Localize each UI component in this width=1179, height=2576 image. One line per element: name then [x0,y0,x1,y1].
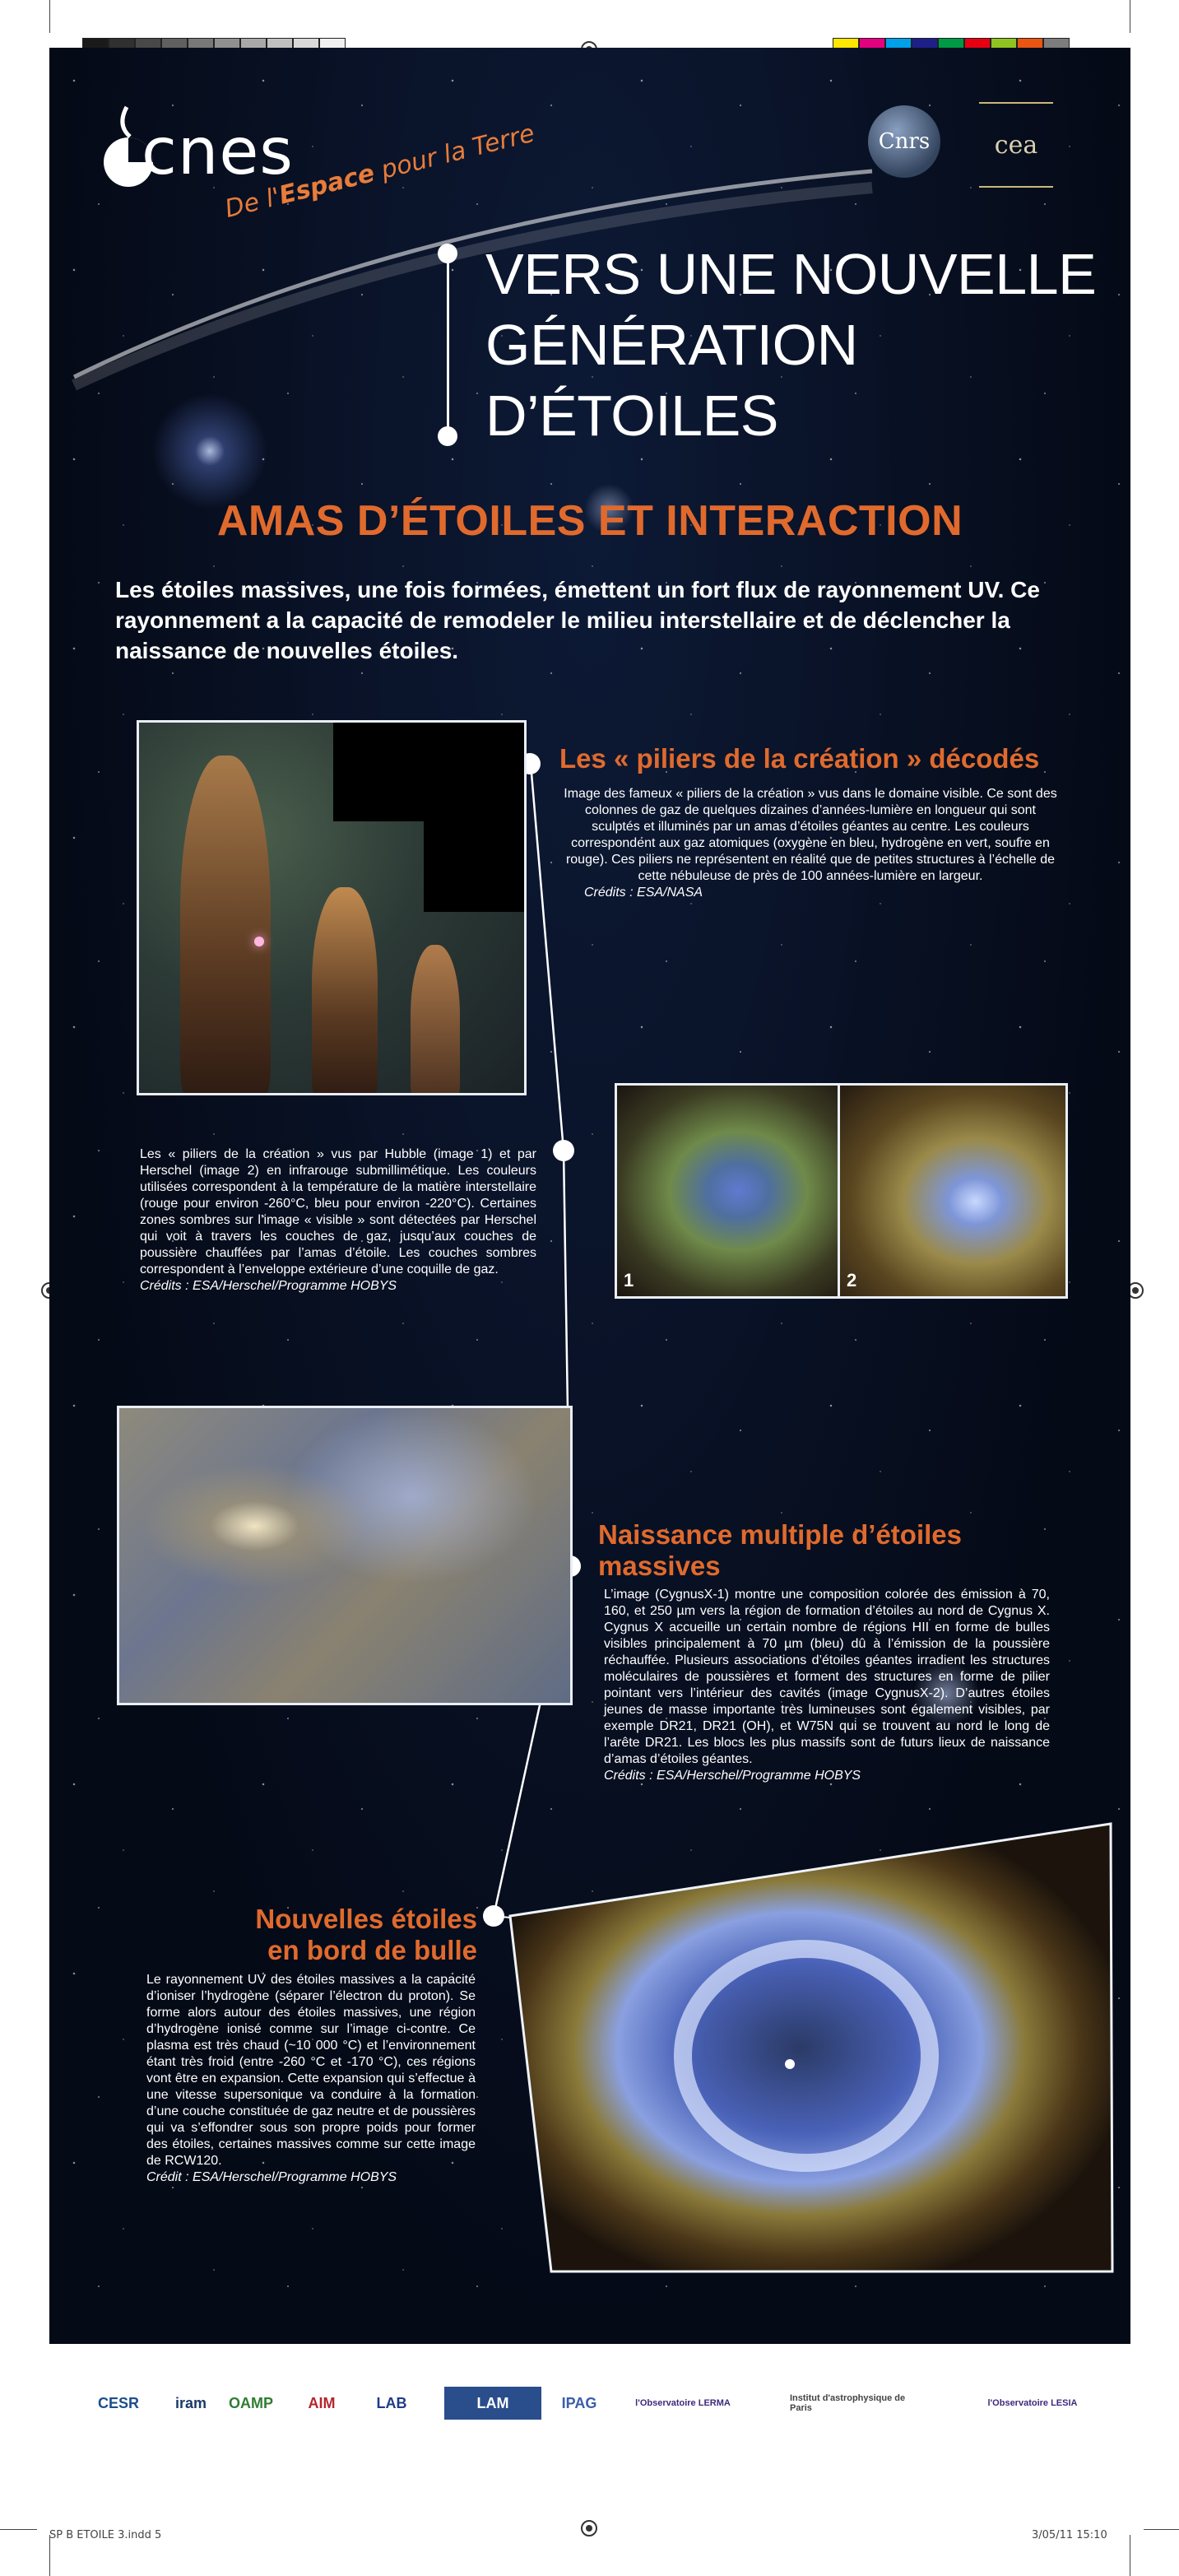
image-number-label: 1 [624,1270,634,1290]
block4-title [197,1904,477,1966]
partner-logo: LAB [376,2394,407,2411]
block1-title: Les « piliers de la création » décodés [559,743,1040,774]
pillar-shape [312,887,378,1095]
block1-caption [559,786,1061,901]
block4-text: Le rayonnement UV des étoiles massives a la capacité d’ioniser l’hydrogène (séparer l’électron du proton). Se forme alors autour des étoiles massives, une région d’hydrogène ionisé comme sur l’image ci-contre. Ce plasma est très chaud (~10 000 °C) et l’environnement étant très froid (entre -260 °C et -170 °C), ces régions vont être en expansion. Cette expansion qui s’effectue à une vitesse supersonique va conduire à la formation d’une couche constituée de gaz neutre et de poussières qui va s’effondrer sous son propre poids pour former des étoiles, certaines massives comme sur cette image de RCW120. [146,1973,476,2168]
block4-credit: Crédit : ESA/Herschel/Programme HOBYS [146,2170,397,2184]
pillars-of-creation-image [137,720,527,1095]
rcw120-bubble-image [494,1817,1119,2278]
crop-mark [49,0,50,33]
connector-node [553,1140,574,1161]
block2-credit: Crédits : ESA/Herschel/Programme HOBYS [140,1279,397,1293]
herschel-image-2 [838,1083,1068,1299]
date-slug: 3/05/11 15:10 [1032,2529,1107,2541]
tagline-post: pour la Terre [370,119,538,187]
partner-logo: IPAG [561,2394,597,2411]
block4-caption [146,1972,476,2186]
tagline-pre: De l' [222,182,284,224]
tagline-bold: Espace [276,159,378,211]
partner-logo: OAMP [229,2394,273,2411]
partner-logo: iram [174,2394,207,2411]
block2-caption [140,1146,536,1295]
partner-logo: CESR [97,2394,139,2411]
pillar-shape [411,945,460,1095]
section-intro: Les étoiles massives, une fois formées, émettent un fort flux de rayonnement UV. Ce rayonnement a la capacité de remodeler le milieu interstellaire et de déclencher la naissance de nouvelles étoiles. [115,577,1040,663]
pillar-shape [180,756,271,1095]
block4-title-line: Nouvelles étoiles [255,1904,477,1934]
image-mask [333,723,527,821]
title-line: D’ÉTOILES [485,384,778,448]
crop-mark [0,2529,37,2530]
cnes-wordmark: cnes [142,115,294,189]
crop-mark [1144,2529,1179,2530]
partner-logo: l'Observatoire LERMA [635,2398,731,2408]
title-line: VERS UNE NOUVELLE [485,242,1097,306]
block1-text: Image des fameux « piliers de la création » vus dans le domaine visible. Ce sont des colonnes de gaz de quelques dizaines d’années-lumière en longueur qui sont sculptés et illuminés par un amas d’étoiles géantes au centre. Les couleurs correspondent aux gaz atomiques (oxygène en bleu, hydrogène en vert, soufre en rouge). Ces piliers ne représentent en réalité que de petites structures à l’échelle de cette nébuleuse de près de 100 années-lumière en largeur. [564,787,1057,883]
block1-credit: Crédits : ESA/NASA [584,886,703,900]
partner-logo: l'Observatoire LESIA [987,2398,1078,2408]
partner-logo: AIM [308,2394,336,2411]
image-number-label: 2 [847,1270,857,1290]
block3-title: Naissance multiple d’étoiles massives [598,1519,962,1581]
block3-text: L’image (CygnusX-1) montre une composition colorée des émission à 70, 160, et 250 µm vers la région de formation d’étoiles au nord de Cygnus X. Cygnus X accueille un certain nombre de régions HII en forme de bulles visibles principalement à 70 µm (bleu) dû à l’émission de la poussière réchauffée. Plusieurs associations d’étoiles géantes irradient les structures moléculaires de poussières et forment des structures en forme de pilier pointant vers l’intérieur des cavités (image CygnusX-2). D’autres étoiles jeunes de masse importante très lumineuses sont également visibles, par exemple DR21, DR21 (OH), et W75N qui se trouvent au nord le long de l’arête DR21. Les blocs les plus massifs sont de futurs lieux de naissance d’amas d’étoiles géantes. [604,1588,1050,1766]
title-line: GÉNÉRATION [485,313,858,377]
cea-logo: cea [979,102,1053,188]
section-title: AMAS D’ÉTOILES ET INTERACTION [216,497,963,545]
partner-logo: Institut d'astrophysique de Paris [790,2393,906,2413]
block4-title-line: en bord de bulle [267,1935,477,1965]
block3-caption [604,1587,1050,1784]
partner-logos-bar [49,2346,1130,2469]
star [254,937,264,946]
image-mask [424,821,527,912]
block3-credit: Crédits : ESA/Herschel/Programme HOBYS [604,1769,861,1783]
block2-text: Les « piliers de la création » vus par Hubble (image 1) et par Herschel (image 2) en infrarouge submillimétique. Les couleurs utilisées correspondent à la température de la matière interstellaire (rouge pour environ -260°C, bleu pour environ -220°C). Certaines zones sombres sur l’image « visible » sont détectées par Herschel qui voit à travers les couches de gaz, jusqu’aux couches de poussière chauffées par l’amas d’étoile. Les couches sombres correspondent à l’enveloppe extérieure d’une coquille de gaz. [140,1147,536,1276]
cygnus-x-image [117,1406,573,1705]
partner-logo: LAM [444,2387,541,2420]
cnrs-logo: Cnrs [868,105,940,178]
registration-mark [581,2520,597,2536]
hubble-image-1 [615,1083,840,1299]
poster [49,48,1130,2344]
file-slug: SP B ETOILE 3.indd 5 [49,2529,162,2541]
